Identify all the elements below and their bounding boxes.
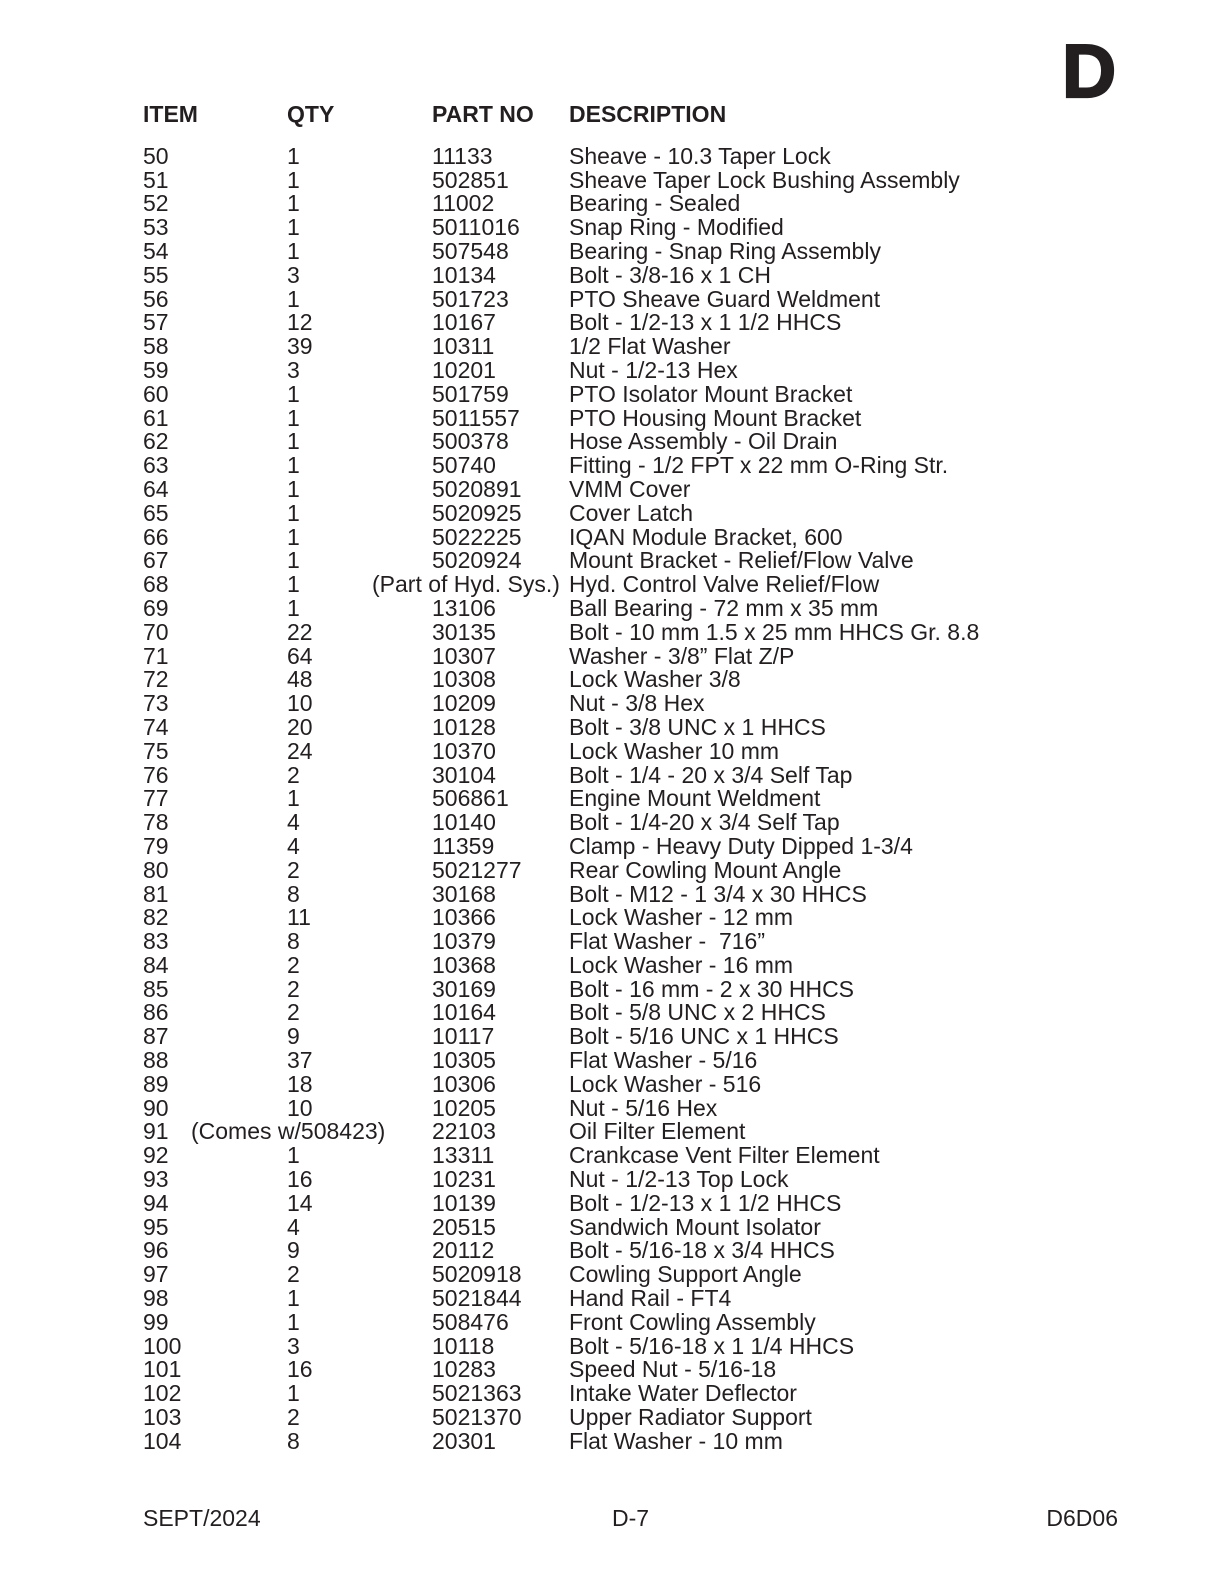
description-cell: Lock Washer - 516 (569, 1070, 762, 1097)
item-cell: 104 (143, 1427, 182, 1454)
part-no-cell: 5021277 (432, 856, 522, 883)
table-row (143, 832, 1194, 859)
description-cell: Flat Washer - 716” (569, 928, 765, 955)
part-no-cell: 10118 (432, 1332, 495, 1359)
item-cell: 77 (143, 785, 169, 812)
part-no-cell: 10164 (432, 999, 496, 1026)
table-row (143, 573, 1194, 597)
qty-cell: 8 (287, 1427, 300, 1454)
qty-cell: 48 (287, 666, 313, 693)
item-cell: 54 (143, 237, 169, 264)
item-cell: 68 (143, 571, 169, 598)
description-cell: PTO Sheave Guard Weldment (569, 285, 881, 312)
qty-cell: 24 (287, 737, 313, 764)
item-cell: 61 (143, 404, 169, 431)
description-cell: Bolt - 16 mm - 2 x 30 HHCS (569, 975, 855, 1002)
item-cell: 101 (143, 1356, 182, 1383)
table-row (143, 1001, 1194, 1025)
part-no-cell: 501759 (432, 380, 509, 407)
item-cell: 71 (143, 642, 169, 669)
qty-cell: 1 (287, 547, 300, 574)
part-no-cell: 10134 (432, 261, 496, 288)
description-cell: Sheave Taper Lock Bushing Assembly (569, 166, 960, 193)
description-cell: Upper Radiator Support (569, 1404, 812, 1431)
qty-cell: 10 (287, 1094, 313, 1121)
part-no-cell: 10128 (432, 713, 496, 740)
table-row (143, 380, 1194, 407)
qty-cell: 1 (287, 380, 300, 407)
item-cell: 85 (143, 975, 169, 1002)
description-cell: Bolt - 1/2-13 x 1 1/2 HHCS (569, 1189, 842, 1216)
description-cell: Bearing - Snap Ring Assembly (569, 237, 881, 264)
table-row (143, 1406, 1194, 1430)
qty-cell: 18 (287, 1070, 313, 1097)
item-cell: 102 (143, 1380, 182, 1407)
part-no-cell: 506861 (432, 785, 509, 812)
table-row (143, 311, 1194, 335)
description-cell: Speed Nut - 5/16-18 (569, 1356, 777, 1383)
description-cell: Flat Washer - 5/16 (569, 1047, 758, 1074)
description-cell: Bolt - 5/16-18 x 1 1/4 HHCS (569, 1332, 855, 1359)
part-no-cell: 13106 (432, 594, 496, 621)
qty-cell: (Comes w/508423) (191, 1118, 386, 1145)
description-cell: Bolt - 10 mm 1.5 x 25 mm HHCS Gr. 8.8 (569, 618, 980, 645)
item-cell: 65 (143, 499, 169, 526)
table-row (143, 523, 1194, 550)
table-row (143, 1287, 1194, 1311)
description-cell: Lock Washer 10 mm (569, 737, 780, 764)
column-header-description: DESCRIPTION (569, 101, 727, 127)
table-row (143, 261, 1194, 288)
table-row (143, 1168, 1194, 1192)
table-row (143, 594, 1194, 621)
description-cell: Hose Assembly - Oil Drain (569, 428, 838, 455)
table-row (143, 1358, 1194, 1382)
part-no-cell: 10117 (432, 1023, 495, 1050)
qty-cell: 22 (287, 618, 313, 645)
item-cell: 62 (143, 428, 169, 455)
description-cell: Flat Washer - 10 mm (569, 1427, 783, 1454)
table-row (143, 404, 1194, 431)
qty-cell: 1 (287, 1142, 300, 1169)
part-no-cell: 10231 (432, 1166, 496, 1193)
description-cell: Rear Cowling Mount Angle (569, 856, 842, 883)
table-row (143, 811, 1194, 835)
item-cell: 70 (143, 618, 169, 645)
part-no-cell: 5022225 (432, 523, 522, 550)
qty-cell: 4 (287, 832, 300, 859)
qty-cell: 2 (287, 951, 300, 978)
description-cell: PTO Housing Mount Bracket (569, 404, 862, 431)
item-cell: 72 (143, 666, 169, 693)
qty-cell: 14 (287, 1189, 313, 1216)
item-cell: 103 (143, 1404, 182, 1431)
qty-cell: 12 (287, 309, 313, 336)
qty-cell: 1 (287, 190, 300, 217)
qty-cell: 9 (287, 1023, 300, 1050)
item-cell: 60 (143, 380, 169, 407)
description-cell: Washer - 3/8” Flat Z/P (569, 642, 795, 669)
part-no-cell: 10368 (432, 951, 496, 978)
item-cell: 55 (143, 261, 169, 288)
qty-cell: 1 (287, 499, 300, 526)
part-no-cell: 10311 (432, 333, 495, 360)
description-cell: Nut - 1/2-13 Hex (569, 356, 738, 383)
item-cell: 74 (143, 713, 169, 740)
table-row (143, 1239, 1194, 1263)
description-cell: Nut - 5/16 Hex (569, 1094, 718, 1121)
item-cell: 93 (143, 1166, 169, 1193)
qty-cell: 9 (287, 1237, 300, 1264)
part-no-cell: 5020925 (432, 499, 522, 526)
description-cell: Cowling Support Angle (569, 1261, 802, 1288)
table-row (143, 1332, 1194, 1359)
item-cell: 75 (143, 737, 169, 764)
qty-cell: 1 (287, 428, 300, 455)
item-cell: 86 (143, 999, 169, 1026)
description-cell: Lock Washer 3/8 (569, 666, 741, 693)
table-row (143, 787, 1194, 811)
qty-cell: 4 (287, 1213, 300, 1240)
table-row (143, 1049, 1194, 1073)
description-cell: Bearing - Sealed (569, 190, 741, 217)
table-row (143, 1025, 1194, 1049)
description-cell: Cover Latch (569, 499, 694, 526)
table-body (143, 142, 1194, 1454)
table-row (143, 1094, 1194, 1121)
item-cell: 87 (143, 1023, 169, 1050)
qty-cell: 20 (287, 713, 313, 740)
description-cell: Nut - 1/2-13 Top Lock (569, 1166, 789, 1193)
part-no-cell: 10366 (432, 904, 496, 931)
qty-cell: 11 (287, 904, 311, 931)
description-cell: VMM Cover (569, 475, 691, 502)
description-cell: Bolt - M12 - 1 3/4 x 30 HHCS (569, 880, 867, 907)
table-row (143, 951, 1194, 978)
description-cell: Crankcase Vent Filter Element (569, 1142, 880, 1169)
part-no-cell: 30169 (432, 975, 496, 1002)
item-cell: 90 (143, 1094, 169, 1121)
part-no-cell: 11359 (432, 832, 495, 859)
qty-cell: 8 (287, 928, 300, 955)
description-cell: Engine Mount Weldment (569, 785, 821, 812)
qty-cell: 64 (287, 642, 313, 669)
table-row (143, 975, 1194, 1002)
table-row (143, 692, 1194, 716)
description-cell: Sheave - 10.3 Taper Lock (569, 142, 831, 169)
table-row (143, 192, 1194, 216)
qty-cell: 39 (287, 333, 313, 360)
item-cell: 53 (143, 214, 169, 241)
qty-cell: 1 (287, 404, 300, 431)
qty-cell: 4 (287, 809, 300, 836)
part-no-cell: 30104 (432, 761, 496, 788)
item-cell: 96 (143, 1237, 169, 1264)
part-no-cell: 10308 (432, 666, 496, 693)
table-row (143, 618, 1194, 645)
part-no-cell: 5011557 (432, 404, 520, 431)
part-no-cell: 5021844 (432, 1285, 522, 1312)
part-no-cell: 11133 (432, 142, 493, 169)
description-cell: Bolt - 3/8-16 x 1 CH (569, 261, 771, 288)
column-header-part-no: PART NO (432, 101, 534, 127)
description-cell: Bolt - 1/4 - 20 x 3/4 Self Tap (569, 761, 853, 788)
part-no-cell: 10305 (432, 1047, 496, 1074)
description-cell: Hand Rail - FT4 (569, 1285, 732, 1312)
table-row (143, 142, 1194, 169)
item-cell: 81 (143, 880, 169, 907)
table-row (143, 475, 1194, 502)
column-header-item: ITEM (143, 101, 198, 127)
item-cell: 56 (143, 285, 169, 312)
qty-cell: 16 (287, 1166, 313, 1193)
description-cell: Nut - 3/8 Hex (569, 690, 705, 717)
part-no-cell: 10370 (432, 737, 496, 764)
table-row (143, 668, 1194, 692)
item-cell: 94 (143, 1189, 169, 1216)
table-row (143, 642, 1194, 669)
part-no-cell: 50740 (432, 452, 496, 479)
description-cell: Snap Ring - Modified (569, 214, 784, 241)
item-cell: 80 (143, 856, 169, 883)
table-row (143, 454, 1194, 478)
description-cell: Bolt - 3/8 UNC x 1 HHCS (569, 713, 826, 740)
qty-cell: 1 (287, 1380, 300, 1407)
part-no-cell: 10307 (432, 642, 496, 669)
part-no-cell: 5011016 (432, 214, 520, 241)
part-no-cell: 20515 (432, 1213, 496, 1240)
description-cell: Bolt - 5/16 UNC x 1 HHCS (569, 1023, 839, 1050)
qty-cell: 2 (287, 856, 300, 883)
qty-cell: 8 (287, 880, 300, 907)
part-no-cell: 10139 (432, 1189, 496, 1216)
table-row (143, 1263, 1194, 1287)
description-cell: Oil Filter Element (569, 1118, 746, 1145)
table-row (143, 1427, 1194, 1454)
qty-cell: 2 (287, 999, 300, 1026)
description-cell: Lock Washer - 16 mm (569, 951, 794, 978)
part-no-cell: 10209 (432, 690, 496, 717)
description-cell: Sandwich Mount Isolator (569, 1213, 821, 1240)
item-cell: 95 (143, 1213, 169, 1240)
description-cell: IQAN Module Bracket, 600 (569, 523, 843, 550)
description-cell: Bolt - 5/16-18 x 3/4 HHCS (569, 1237, 835, 1264)
description-cell: 1/2 Flat Washer (569, 333, 731, 360)
part-no-cell: 5020891 (432, 475, 522, 502)
part-no-cell: 10167 (432, 309, 496, 336)
table-row (143, 1070, 1194, 1097)
table-row (143, 880, 1194, 907)
qty-cell: 1 (287, 237, 300, 264)
item-cell: 50 (143, 142, 169, 169)
part-no-cell: 507548 (432, 237, 509, 264)
qty-cell: 3 (287, 356, 300, 383)
table-row (143, 166, 1194, 193)
item-cell: 84 (143, 951, 169, 978)
item-cell: 82 (143, 904, 169, 931)
table-row (143, 335, 1194, 359)
part-no-cell: (Part of Hyd. Sys.) (372, 571, 560, 598)
qty-cell: 1 (287, 166, 300, 193)
qty-cell: 1 (287, 523, 300, 550)
qty-cell: 1 (287, 571, 300, 598)
table-row (143, 930, 1194, 954)
description-cell: Bolt - 1/4-20 x 3/4 Self Tap (569, 809, 840, 836)
table-row (143, 285, 1194, 312)
section-letter-d: D (1062, 29, 1117, 113)
part-no-cell: 30135 (432, 618, 496, 645)
item-cell: 76 (143, 761, 169, 788)
item-cell: 79 (143, 832, 169, 859)
table-row (143, 549, 1194, 573)
part-no-cell: 501723 (432, 285, 509, 312)
description-cell: Clamp - Heavy Duty Dipped 1-3/4 (569, 832, 913, 859)
parts-table (143, 103, 1194, 1454)
part-no-cell: 5020918 (432, 1261, 522, 1288)
part-no-cell: 10140 (432, 809, 496, 836)
qty-cell: 2 (287, 1261, 300, 1288)
table-row (143, 906, 1194, 930)
qty-cell: 10 (287, 690, 313, 717)
table-row (143, 1120, 1194, 1144)
qty-cell: 1 (287, 1285, 300, 1312)
qty-cell: 1 (287, 214, 300, 241)
item-cell: 73 (143, 690, 169, 717)
item-cell: 52 (143, 190, 169, 217)
description-cell: Ball Bearing - 72 mm x 35 mm (569, 594, 879, 621)
part-no-cell: 10379 (432, 928, 496, 955)
item-cell: 88 (143, 1047, 169, 1074)
part-no-cell: 502851 (432, 166, 509, 193)
item-cell: 91 (143, 1118, 169, 1145)
part-no-cell: 10283 (432, 1356, 496, 1383)
qty-cell: 3 (287, 261, 300, 288)
qty-cell: 1 (287, 452, 300, 479)
table-row (143, 1189, 1194, 1216)
table-row (143, 761, 1194, 788)
part-no-cell: 508476 (432, 1308, 509, 1335)
part-no-cell: 5020924 (432, 547, 522, 574)
part-no-cell: 10205 (432, 1094, 496, 1121)
part-no-cell: 20301 (432, 1427, 496, 1454)
part-no-cell: 500378 (432, 428, 509, 455)
part-no-cell: 11002 (432, 190, 495, 217)
table-row (143, 356, 1194, 383)
table-row (143, 1144, 1194, 1168)
qty-cell: 37 (287, 1047, 313, 1074)
table-row (143, 713, 1194, 740)
page-footer (143, 1506, 1118, 1530)
qty-cell: 16 (287, 1356, 313, 1383)
description-cell: Bolt - 5/8 UNC x 2 HHCS (569, 999, 826, 1026)
description-cell: Mount Bracket - Relief/Flow Valve (569, 547, 914, 574)
part-no-cell: 22103 (432, 1118, 496, 1145)
item-cell: 78 (143, 809, 169, 836)
description-cell: Bolt - 1/2-13 x 1 1/2 HHCS (569, 309, 842, 336)
part-no-cell: 5021370 (432, 1404, 522, 1431)
item-cell: 92 (143, 1142, 169, 1169)
item-cell: 67 (143, 547, 169, 574)
qty-cell: 1 (287, 475, 300, 502)
part-no-cell: 10306 (432, 1070, 496, 1097)
footer-date: SEPT/2024 (143, 1505, 261, 1531)
footer-doc-code: D6D06 (1046, 1505, 1118, 1531)
part-no-cell: 5021363 (432, 1380, 522, 1407)
qty-cell: 1 (287, 285, 300, 312)
description-cell: Fitting - 1/2 FPT x 22 mm O-Ring Str. (569, 452, 949, 479)
item-cell: 69 (143, 594, 169, 621)
table-row (143, 856, 1194, 883)
description-cell: Intake Water Deflector (569, 1380, 797, 1407)
description-cell: Lock Washer - 12 mm (569, 904, 794, 931)
part-no-cell: 10201 (432, 356, 496, 383)
item-cell: 89 (143, 1070, 169, 1097)
qty-cell: 1 (287, 142, 300, 169)
qty-cell: 1 (287, 785, 300, 812)
item-cell: 57 (143, 309, 169, 336)
part-no-cell: 20112 (432, 1237, 495, 1264)
item-cell: 98 (143, 1285, 169, 1312)
table-row (143, 216, 1194, 240)
qty-cell: 2 (287, 975, 300, 1002)
item-cell: 100 (143, 1332, 182, 1359)
description-cell: Front Cowling Assembly (569, 1308, 816, 1335)
item-cell: 58 (143, 333, 169, 360)
item-cell: 99 (143, 1308, 169, 1335)
item-cell: 63 (143, 452, 169, 479)
description-cell: PTO Isolator Mount Bracket (569, 380, 853, 407)
qty-cell: 3 (287, 1332, 300, 1359)
footer-page-number: D-7 (611, 1505, 650, 1531)
part-no-cell: 30168 (432, 880, 496, 907)
table-header-row (143, 103, 1194, 127)
table-row (143, 1382, 1194, 1406)
item-cell: 59 (143, 356, 169, 383)
qty-cell: 2 (287, 1404, 300, 1431)
qty-cell: 2 (287, 761, 300, 788)
item-cell: 66 (143, 523, 169, 550)
qty-cell: 1 (287, 1308, 300, 1335)
item-cell: 64 (143, 475, 169, 502)
item-cell: 51 (143, 166, 169, 193)
item-cell: 97 (143, 1261, 169, 1288)
part-no-cell: 13311 (432, 1142, 495, 1169)
description-cell: Hyd. Control Valve Relief/Flow (569, 571, 880, 598)
table-row (143, 237, 1194, 264)
table-row (143, 430, 1194, 454)
item-cell: 83 (143, 928, 169, 955)
qty-cell: 1 (287, 594, 300, 621)
table-row (143, 1308, 1194, 1335)
table-row (143, 737, 1194, 764)
table-row (143, 499, 1194, 526)
table-row (143, 1213, 1194, 1240)
column-header-qty: QTY (287, 101, 335, 127)
